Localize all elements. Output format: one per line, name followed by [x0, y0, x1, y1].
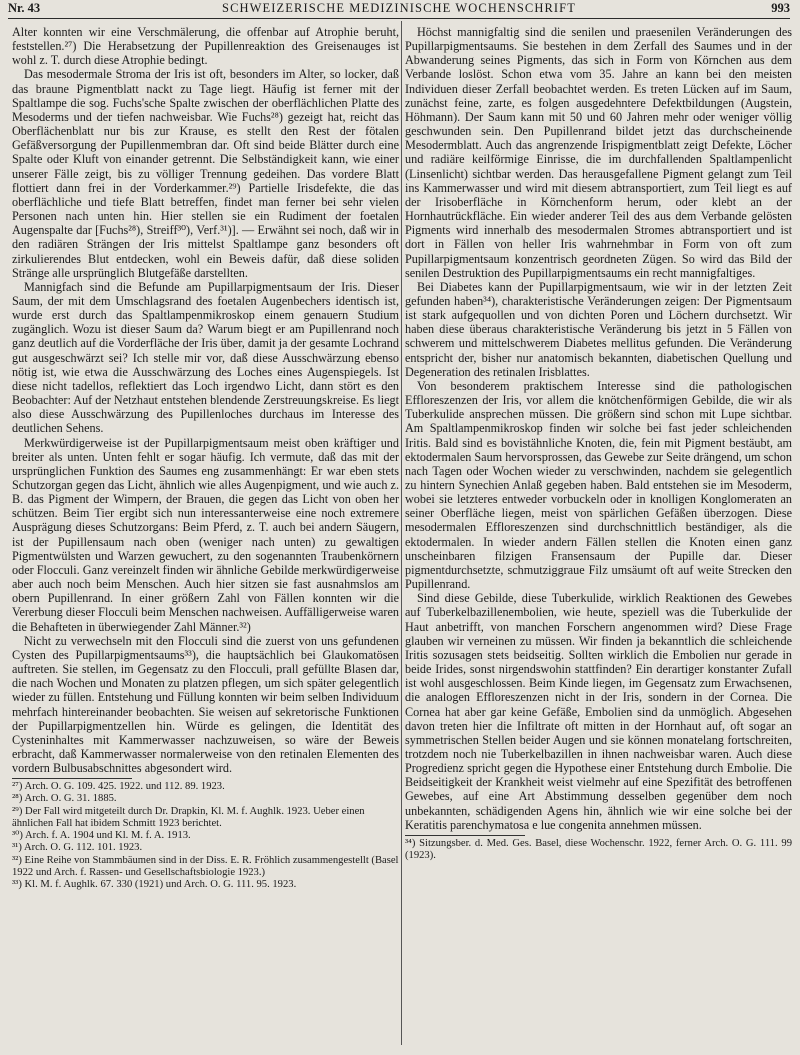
issue-number: Nr. 43 [8, 1, 41, 15]
footnote-separator [405, 835, 525, 836]
paragraph: Alter konnten wir eine Verschmälerung, die offenbar auf Atrophie beruht, feststellen.²⁷) Die Herabsetzung der Pupillenreaktion des Greisenauges ist wohl z. T. durch diese Atrophie bedingt. [12, 25, 399, 68]
text-columns [8, 19, 790, 1049]
footnote: ³⁰) Arch. f. A. 1904 und Kl. M. f. A. 1913. [12, 830, 191, 842]
footnote: ³⁴) Sitzungsber. d. Med. Ges. Basel, diese Wochenschr. 1922, ferner Arch. O. G. 111. 99 (1923). [405, 837, 792, 862]
footnote: ²⁹) Der Fall wird mitgeteilt durch Dr. Drapkin, Kl. M. f. Aughlk. 1923. Ueber einen ähnlichen Fall hat ibidem Schmitt 1923 berichtet. [12, 805, 365, 829]
footnote-separator [12, 778, 132, 779]
paragraph: Mannigfach sind die Befunde am Pupillarpigmentsaum der Iris. Dieser Saum, der mit dem Umschlagsrand des foetalen Augenbechers identisch ist, wurde erst durch das Spaltlampenmikroskop einem genauern Studium zugänglich. Wozu ist dieser Saum da? Warum biegt er am Pupillenrand noch ganz deutlich auf die Vorderfläche der Iris über, damit ja der gesamte Lochrand gut ausgeschwärzt sei? Ich stelle mir vor, daß diese Ausschwärzung ebenso nötig ist, wie etwa die Ausschwärzung des Loches eines Augenspiegels. Ist diese nicht tadellos, reflektiert das Loch irgendwo Licht, dann stört es den Beobachter: Auf der Netzhaut entstehen blendende Zerstreuungskreise. Es liegt also diese Ausschwärzung des Pupillenloches durchaus im Interesse des deutlichen Sehens. [12, 279, 399, 436]
paragraph: Merkwürdigerweise ist der Pupillarpigmentsaum meist oben kräftiger und breiter als unten. Unten fehlt er sogar häufig. Ich vermute, daß das mit der ursprünglichen Funktion des Saumes eng zusammenhängt: Er war eben stets Schutzorgan gegen das Licht, ähnlich wie alles Augenpigment, und wie auch z. B. das Pigment der Wimpern, der Brauen, die gegen das Licht von oben her schützen. Beim Tier ergibt sich nun interessanterweise eine noch extremere Ausprägung dieses Schutzorgans: Beim Pferd, z. T. auch bei andern Säugern, ist der Pupillensaum nach oben (weniger nach unten) zu gewaltigen Pigmentwülsten und Warzen gewuchert, zu den sogenannten Traubenkörnern oder Flocculi. Ganz vereinzelt finden wir ähnliche Gebilde merkwürdigerweise aber auch noch beim Menschen. Auch hier sitzen sie fast ausnahmslos am obern Pupillenrand. In einer größern Zahl von Fällen konnten wir die Vererbung dieser Flocculi beim Menschen nachweisen. Auffälligerweise waren die Behafteten in überwiegender Zahl Männer.³²) [12, 435, 399, 634]
page-number: 993 [771, 1, 790, 15]
journal-title: SCHWEIZERISCHE MEDIZINISCHE WOCHENSCHRIFT [222, 1, 576, 15]
footnote: ²⁸) Arch. O. G. 31. 1885. [12, 793, 117, 805]
paragraph: Höchst mannigfaltig sind die senilen und praesenilen Veränderungen des Pupillarpigmentsaums. Sie bestehen in dem Zerfall des Saumes und in der Abwanderung seines Pigments, das sich in Form von Körnchen aus dem Verbande loslöst. Schon etwa vom 35. Jahre an kann bei den meisten Individuen dieser Zerfall beobachtet werden. Es treten Lücken auf im Saum, zunächst feine, zarte, es folgen ausgedehntere Defektbildungen (Augstein, Höhmann). Der Saum kann mit 50 und 60 Jahren mehr oder weniger völlig geschwunden sein. Den Pupillenrand bildet jetzt das durchscheinende Mesodermblatt. Auch das angrenzende Irispigmentblatt zeigt Defekte, Löcher und radiäre keilförmige Einrisse, die im durchfallenden Spaltlampenlicht (Linsenlicht) sichtbar werden. Das herausgefallene Pigment gelangt zum Teil ins Kammerwasser und wird mit diesem abtransportiert, zum Teil liegt es auf der Irisoberfläche in Körnchenform herum, oder klebt an der Hornhautrückfläche. Ein wieder anderer Teil des aus dem Verbande gelösten Pigments wird innerhalb des mesodermalen Stromes abtransportiert und ist dort in Fällen von heller Iris wahrnehmbar in Form von oft zum Pupillarpigmentsaum konzentrisch geordneten Zügen. So wird das Bild der senilen Destruktion des Pupillarpigmentsaums ein recht mannigfaltiges. [405, 25, 792, 280]
footnote: ³³) Kl. M. f. Aughlk. 67. 330 (1921) und Arch. O. G. 111. 95. 1923. [12, 878, 297, 890]
right-column [405, 25, 792, 862]
paragraph: Sind diese Gebilde, diese Tuberkulide, wirklich Reaktionen des Gewebes auf Tuberkelbazillenembolien, wie heute, speziell was die Tuberkulide der Haut anbetrifft, von manchen Forschern angenommen wird? Diese Frage glauben wir verneinen zu müssen. Wir finden ja bekanntlich die schleichende Iritis sozusagen stets beidseitig. Sollten wirklich die Embolien nur gerade in beide Irides, sonst nirgendswohin stattfinden? Ein derartiger konstanter Zufall ist wohl ausgeschlossen. Beim Kinde liegen, im Gegensatz zum Erwachsenen, die analogen Effloreszenzen nicht in der Iris, sondern in der Cornea. Die Cornea hat aber gar keine Gefäße, Embolien sind da unmöglich. Abgesehen davon treten hier die Infiltrate oft mitten in der Hornhaut auf, oft sogar an symmetrischen Stellen beider Augen und sie können monatelang fortschreiten, trotzdem noch nie Tuberkelbazillen in ihnen nachweisbar waren. Auch diese Progredienz spricht gegen die Hypothese einer Entstehung durch Embolie. Die Beidseitigkeit der Krankheit weist vielmehr auf eine Spezifität des betroffenen Gewebes, auf eine Art Abstimmung desselben gegenüber dem noch unbekannten, schädigenden Agens hin, ähnlich wie wir eine solche bei der Keratitis parenchymatosa e lue congenita annehmen müssen. [405, 591, 792, 832]
footnote: ³²) Eine Reihe von Stammbäumen sind in der Diss. E. R. Fröhlich zusammengestellt (Basel 1922 und Arch. f. Rassen- und Gesellschaftsbiologie 1923.) [12, 854, 399, 878]
left-column [12, 25, 399, 891]
running-header [8, 0, 790, 19]
footnote: ³¹) Arch. O. G. 112. 101. 1923. [12, 842, 143, 854]
footnote: ²⁷) Arch. O. G. 109. 425. 1922. und 112. 89. 1923. [12, 781, 225, 793]
paragraph: Nicht zu verwechseln mit den Flocculi sind die zuerst von uns gefundenen Cysten des Pupillarpigmentsaums³³), die hauptsächlich bei Glaukomatösen auftreten. Sie stellen, im Gegensatz zu den Flocculi, prall gefüllte Blasen dar, die nach Wochen und Monaten zu platzen pflegen, um sich später gelegentlich wieder zu füllen. Entstehung und Füllung konnten wir beim selben Individuum mehrfach hintereinander beobachten. Sie weisen auf sekretorische Funktionen der Pupillarpigmentzellen hin. Würde es gelingen, die Identität des Cysteninhaltes mit Kammerwasser nachzuweisen, so wäre der Beweis erbracht, daß Kammerwasser normalerweise von den retinalen Elementen des vordern Bulbusabschnittes abgesondert wird. [12, 633, 399, 776]
paragraph: Das mesodermale Stroma der Iris ist oft, besonders im Alter, so locker, daß das braune Pigmentblatt nackt zu Tage liegt. Häufig ist ferner mit der Spaltlampe die sog. Fuchs'sche Spalte zwischen der oberflächlichen Platte des Mesoderms und der tiefen nachweisbar. Wie Fuchs²⁸) gezeigt hat, reicht das Oberflächenblatt nur bis zur Krause, es stellt den Rest der fötalen Gefäßversorgung der Pupillenmembran dar. Oft sind beide Blätter durch eine Spalte oder Kluft von einander getrennt. Die Selbständigkeit kann, wie einer unserer Fälle zeigt, bis zu völliger Trennung gedeihen. Das vordere Blatt flottiert dann frei in der Vorderkammer.²⁹) Partielle Irisdefekte, die das oberflächliche und tiefe Blatt betreffen, findet man ferner bei sehr vielen Personen nach unten hin. Hier stellen sie ein Rudiment der foetalen Augenspalte dar [Fuchs²⁸), Streiff³⁰), Verf.³¹)]. — Erwähnt sei noch, daß wir in den radiären Strängen der Iris mittelst Spaltlampe ganz besonders oft zirkulierendes Blut entdecken, wohl ein Beweis dafür, daß diese soliden Stränge alle ursprünglich Blutgefäße darstellten. [12, 67, 399, 280]
column-divider [401, 21, 402, 1045]
paragraph: Bei Diabetes kann der Pupillarpigmentsaum, wie wir in der letzten Zeit gefunden haben³⁴), charakteristische Veränderungen zeigen: Der Pigmentsaum ist stark aufgequollen und von dichten Poren und Löchern durchsetzt. Wir haben diese überaus charakteristische Veränderung bis jetzt in 5 Fällen von schwerem und mittelschwerem Diabetes mellitus gefunden. Die Veränderung entspricht der, bisher nur anatomisch bekannten, diabetischen Quellung und Degeneration des retinalen Irisblattes. [405, 279, 792, 379]
paragraph: Von besonderem praktischem Interesse sind die pathologischen Effloreszenzen der Iris, vor allem die knötchenförmigen Gebilde, die wir als Tuberkulide ansprechen müssen. Die größern sind schon mit Lupe sichtbar. Am Spaltlampenmikroskop finden wir solche bei fast jeder schleichenden Iritis. Bald sind es bovistähnliche Knoten, die, fein mit Pigment bestäubt, am ektodermalen Saum hervorsprossen, das Gewebe zur Seite drängend, um schon nach Tagen oder Wochen wieder zu verschwinden, nachdem sie gelegentlich zu hintern Synechien Anlaß gegeben haben. Bald entstehen sie im Mesoderm, wobei sie letzteres entweder vorbuckeln oder in knolligen Konglomeraten an seiner Oberfläche liegen, meist von spärlichen Gefäßen überzogen. Diese mesodermalen Effloreszenzen sind durchschnittlich beständiger, als die ektodermalen. In wieder andern Fällen stellen die Knoten einen ganz unscheinbaren filzigen Fransensaum der Pupille dar. Dieser pigmentdurchsetzte, schmutziggraue Filz umsäumt oft auf weite Strecken den Pupillenrand. [405, 378, 792, 592]
